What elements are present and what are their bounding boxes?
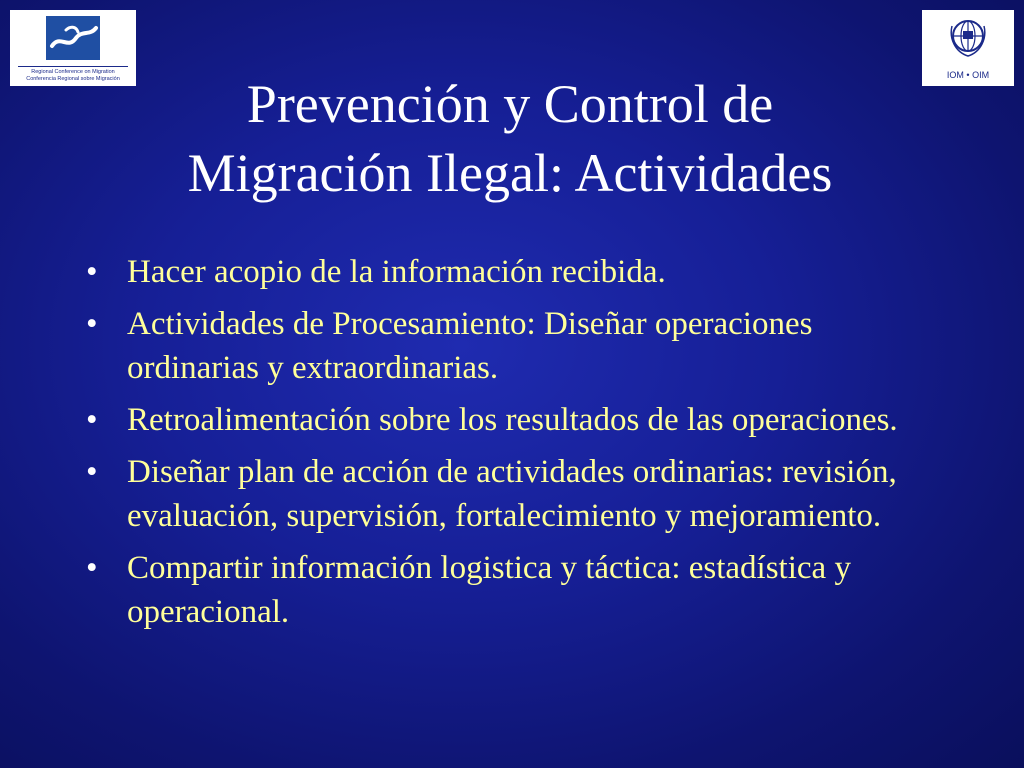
bullet-text: Retroalimentación sobre los resultados de las operaciones. [127, 402, 898, 438]
logo-caption-spanish: Conferencia Regional sobre Migración [26, 76, 120, 82]
bullet-marker: • [86, 306, 98, 342]
bullet-item [86, 546, 946, 634]
bullet-item [86, 450, 946, 538]
slide-title-line-2: Migración Ilegal: Actividades [187, 143, 833, 203]
slide-title-line-1: Prevención y Control de [246, 74, 774, 134]
iom-caption: IOM • OIM [946, 70, 990, 80]
logo-caption-english: Regional Conference on Migration [31, 69, 115, 75]
bullet-text: Hacer acopio de la información recibida. [127, 254, 666, 290]
bullet-text: Diseñar plan de acción de actividades ordinarias: revisión, evaluación, supervisión, fortalecimiento y mejoramiento. [127, 454, 897, 534]
bullet-marker: • [86, 254, 98, 290]
iom-globe-emblem-icon [949, 16, 987, 60]
bullet-marker: • [86, 550, 98, 586]
bullet-text: Actividades de Procesamiento: Diseñar operaciones ordinarias y extraordinarias. [127, 306, 813, 386]
bullet-item [86, 250, 946, 294]
regional-conference-bird-icon [46, 16, 100, 60]
logo-divider [18, 66, 128, 67]
bullet-marker: • [86, 454, 98, 490]
bullet-marker: • [86, 402, 98, 438]
bullet-item [86, 302, 946, 390]
bullet-item [86, 398, 946, 442]
bullet-list [86, 250, 946, 642]
slide-title [60, 70, 960, 208]
bullet-text: Compartir información logistica y táctica: estadística y operacional. [127, 550, 851, 630]
